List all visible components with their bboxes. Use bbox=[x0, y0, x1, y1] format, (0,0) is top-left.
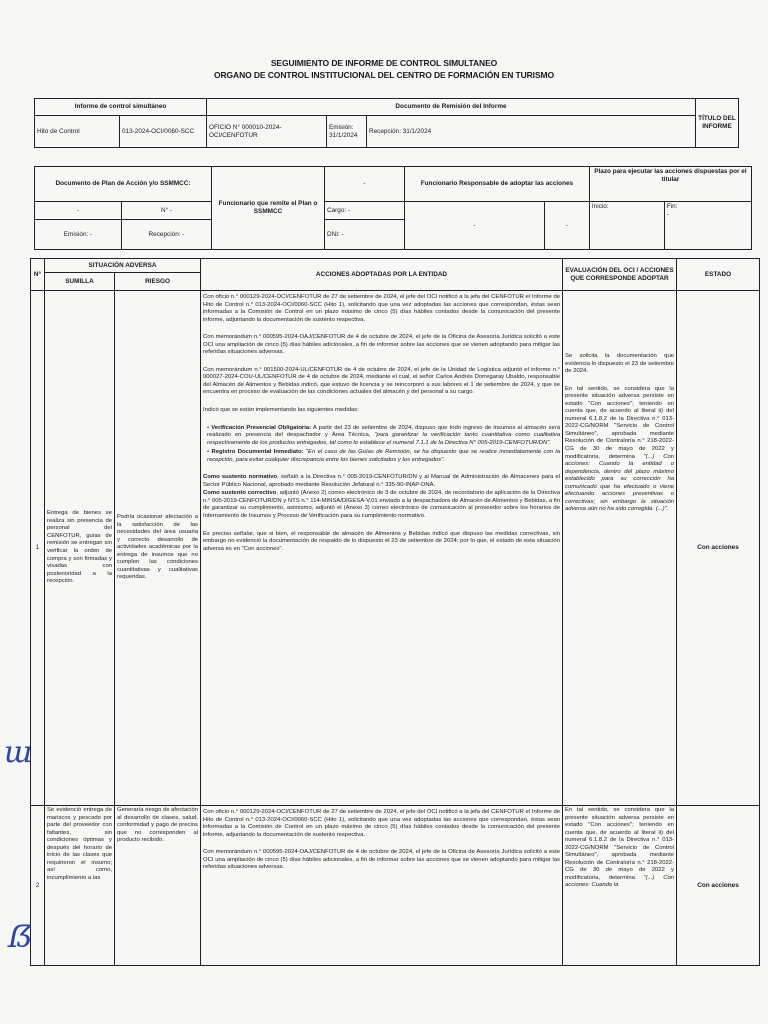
table-row bbox=[31, 806, 760, 966]
doc-plan-label: Documento de Plan de Acción y/o SSMMCC: bbox=[35, 167, 212, 202]
hito-value: 013-2024-OCI/0060-SCC bbox=[120, 116, 207, 148]
fin-cell bbox=[664, 202, 751, 250]
emision-value: Emisión: 31/1/2024 bbox=[327, 116, 367, 148]
hito-label: Hito de Control bbox=[35, 116, 120, 148]
riesgo-text: Podría ocasionar afectación a la satisfacción de las necesidades del área usuaria y correcto desarrollo de actividades académicas por la entrega de insumos que no cumplen las condiciones cuantitativas y cualitativas requeridas. bbox=[115, 291, 201, 806]
bullet1-quote: "para garantizar la verificación tanto cuantitativa como cualitativa respectivamente de los productos entregados, tal como lo establece el numeral 7.1.1 de la Directiva N° 005-2019-CENFOTUR/DN". bbox=[207, 432, 560, 446]
signature-mark-1: ɯ bbox=[4, 735, 33, 770]
bullet2-quote: "En el caso de las Guías de Remisión, se ha dispuesto que se realice inmediatamente con la recepción, para evitar cualquier discrepancia entre los bienes solicitados y los entregados". bbox=[207, 449, 561, 463]
row-number: 1 bbox=[31, 291, 45, 806]
recepcion-value: Recepción: 31/1/2024 bbox=[367, 116, 696, 148]
funcionario-remite-label: Funcionario que remite el Plan o SSMMCC bbox=[212, 167, 325, 250]
sustento-correctivo-text: , adjuntó (Anexo 2) correo electrónico de 3 de octubre de 2024, de recordatorio de aplicación de la Directiva n.° 005-2019-CENFOTUR/DN y NTS n.° 114-MINSA/DIGESA-V.01 enviado a la despachadora de Almacén de Alimentos y Bebidas, a fin de garantizar su cumplimiento, asimismo, adjuntó el (Anexo 3) correo electrónico de comunicación al proveedor sobre los horarios de Internamiento de Insumos y Proceso de Verificación para su cumplimiento normativo. bbox=[203, 490, 560, 520]
informe-header: Informe de control simultáneo bbox=[35, 99, 207, 116]
estado-value: Con acciones bbox=[677, 291, 760, 806]
document-title-line2: ORGANO DE CONTROL INSTITUCIONAL DEL CENTRO DE FORMACIÓN EN TURISMO bbox=[213, 70, 555, 80]
acciones-p2: Con memorándum n.° 000595-2024-OAJ/CENFOTUR de 4 de octubre de 2024, el jefe de la Oficina de Asesoría Jurídica solicitó a este OCI una ampliación de cinco (5) días hábiles adicionales, a fin de informar sobre las acciones que se vienen adoptando para mitigar las referidas situaciones adversas. bbox=[203, 849, 560, 871]
acciones-text bbox=[201, 806, 563, 966]
table-row bbox=[31, 291, 760, 806]
fin-label: Fin: bbox=[666, 203, 678, 210]
dni-value: DNI: - bbox=[325, 220, 405, 250]
situacion-header: SITUACIÓN ADVERSA bbox=[45, 259, 201, 273]
doc-plan-number: N° - bbox=[122, 202, 212, 220]
document-title-line1: SEGUIMIENTO DE INFORME DE CONTROL SIMULTANEO bbox=[270, 58, 498, 68]
sustento-normativo-label: Como sustento normativo bbox=[203, 474, 278, 481]
cargo-value: Cargo: - bbox=[325, 202, 405, 220]
bullet-verificacion: • Verificación Presencial Obligatoria: A partir del 23 de setiembre de 2024, dispuso que todo ingreso de insumos al almacén será realizado en presencia del despachador y Área Técnica, "para garantizar la verificación tanto cuantitativa como cualitativa respectivamente de los productos entregados, tal como lo establece el numeral 7.1.1 de la Directiva N° 005-2019-CENFOTUR/DN". bbox=[207, 424, 561, 446]
evaluacion-p2-text: En tal sentido, se considera que la presente situación adversa persiste en estado "Con acciones"; teniendo en cuenta que, de acuerdo al literal ii) del numeral 6.1.8.2 de la Directiva n.° 013-2022-CG/NORM "Servicio de Control Simultáneo", aprobada mediante Resolución de Contraloría n.° 218-2022-CG de 30 de mayo de 2022 y modificatoria, determina bbox=[565, 385, 674, 460]
seguimiento-table bbox=[30, 258, 760, 966]
oficio-value: OFICIO N° 000010-2024-OCI/CENFOTUR bbox=[207, 116, 327, 148]
riesgo-text: Generaría riesgo de afectación al desarrollo de clases, salud, conformidad y pago de precios que no corresponden al producto recibido. bbox=[115, 806, 201, 966]
sumilla-text: Se evidenció entrega de mariscos y pescado por parte del proveedor con faltantes, sin condiciones óptimas y después del horario de inicio de las clases que requirieron el insumo; así como, incumplimiento a las bbox=[45, 806, 115, 966]
sustento-correctivo-label: Como sustento correctivo bbox=[203, 490, 277, 497]
funcionario-responsable-label: Funcionario Responsable de adoptar las acciones bbox=[405, 167, 590, 202]
n-header: N° bbox=[31, 259, 45, 291]
plazo-label: Plazo para ejecutar las acciones dispuestas por el titular bbox=[589, 167, 751, 202]
sumilla-text: Entrega de bienes se realiza sin presencia de personal del CENFOTUR, guías de remisión se entregan sin verificar la orden de compra y son firmadas y visadas con posterioridad a la recepción. bbox=[45, 291, 115, 806]
evaluacion-p2-text: En tal sentido, se considera que la presente situación adversa persiste en estado "Con acciones"; teniendo en cuenta que, de acuerdo al literal ii) del numeral 6.1.8.2 de la Directiva n.° 013-2022-CG/NORM "Servicio de Control Simultáneo", aprobada mediante Resolución de Contraloría n.° 218-2022-CG de 30 de mayo de 2022 y modificatoria, determina bbox=[565, 807, 674, 881]
acciones-p7: Es preciso señalar, que si bien, el responsable de almacén de Alimentos y Bebidas indicó que dispuso las medidas correctivas, sin embargo no evidenció la documentación de respaldo de lo dispuesto el 23 de setiembre de 2024; por lo que, el estado de esta situación adversa es en "Con acciones". bbox=[203, 530, 560, 552]
informe-table bbox=[34, 98, 739, 148]
bullet-registro: • Registro Documental Inmediato: "En el caso de las Guías de Remisión, se ha dispuesto que se realice inmediatamente con la recepción, para evitar cualquier discrepancia entre los bienes solicitados y los entregados". bbox=[207, 449, 561, 463]
evaluacion-p1: Se solicita la documentación que evidencia lo dispuesto el 23 de setiembre de 2024. bbox=[565, 353, 674, 375]
riesgo-header: RIESGO bbox=[115, 273, 201, 291]
acciones-p5 bbox=[203, 474, 560, 489]
inicio-label: Inicio: bbox=[589, 202, 664, 250]
acciones-p6 bbox=[203, 490, 560, 520]
fin-value: - bbox=[666, 211, 669, 218]
sustento-normativo-text: , señaló a la Directiva n.° 005-2019-CENFOTUR/DN y al Manual de Administración de Almacenes para el Sector Público Nacional, aprobado mediante Resolución Jefatural n.° 335-90-INAP-DNA. bbox=[203, 474, 560, 488]
estado-header: ESTADO bbox=[677, 259, 760, 291]
remite-value: - bbox=[325, 167, 405, 202]
row-number: 2 bbox=[31, 806, 45, 966]
responsable-value: - bbox=[544, 202, 589, 250]
acciones-p2: Con memorándum n.° 000595-2024-OAJ/CENFOTUR de 4 de octubre de 2024, el jefe de la Oficina de Asesoría Jurídica solicitó a este OCI una ampliación de cinco (5) días hábiles adicionales, a fin de informar sobre las acciones que se vienen adoptando para mitigar las referidas situaciones adversas. bbox=[203, 334, 560, 356]
recepcion-plan: Recepción: - bbox=[122, 220, 212, 250]
acciones-p1: Con oficio n.° 000129-2024-OCI/CENFOTUR de 27 de setiembre de 2024, el jefe del OCI notificó a la jefa del CENFOTUR el Informe de Hito de Control n.° 013-2024-OCI/0060-SCC (Hito 1), solicitando que una vez adoptadas las acciones que correspondan, éstas sean informadas a la Comisión de Control en un plazo máximo de cinco (5) días hábiles contados desde la comunicación del presente informe, adjuntando la documentación de sustento respectiva. bbox=[203, 294, 560, 323]
evaluacion-text bbox=[563, 291, 677, 806]
acciones-p1: Con oficio n.° 000129-2024-OCI/CENFOTUR de 27 de setiembre de 2024, el jefe del OCI notificó a la jefa del CENFOTUR el Informe de Hito de Control n.° 013-2024-OCI/0060-SCC (Hito 1), solicitando que una vez adoptadas las acciones que correspondan, éstas sean informadas a la Comisión de Control en un plazo máximo de cinco (5) días hábiles contados desde la comunicación del presente informe, adjuntando la documentación de sustento respectiva. bbox=[203, 809, 560, 838]
estado-value: Con acciones bbox=[677, 806, 760, 966]
evaluacion-p2 bbox=[565, 386, 674, 514]
doc-plan-value: - bbox=[35, 202, 122, 220]
documento-remision-header: Documento de Remisión del Informe bbox=[207, 99, 696, 116]
acciones-p3: Con memorándum n.° 001500-2024-UL/CENFOTUR de 4 de octubre de 2024, el jefe de la Unidad de Logística adjuntó el informe n.° 000027-2024-COU-UL/CENFOTUR de 4 de octubre de 2024, mediante el cual, el señor Carlos Andrés Dorregaray Ubaldo, responsable del Almacén de Alimentos y Bebidas indicó, que estuvo de licencia y se reincorporó a sus labores el 1 de setiembre de 2024, y que se encuentra en proceso de evaluación de las condiciones actuales del almacén y del personal a su cargo. bbox=[203, 366, 560, 396]
emision-plan: Emisión: - bbox=[35, 220, 122, 250]
responsable-name: - bbox=[405, 202, 545, 250]
acciones-header: ACCIONES ADOPTADAS POR LA ENTIDAD bbox=[201, 259, 563, 291]
acciones-p4: Indicó que se están implementando las siguientes medidas: bbox=[203, 407, 359, 414]
plan-accion-table bbox=[34, 166, 752, 250]
bullet2-title: Registro Documental Inmediato: bbox=[211, 449, 304, 456]
evaluacion-text bbox=[563, 806, 677, 966]
signature-mark-2: ẞ bbox=[8, 920, 33, 955]
titulo-informe-header: TÍTULO DEL INFORME bbox=[696, 99, 739, 148]
evaluacion-p2-quote: "(...) Con acciones: Cuando la bbox=[565, 874, 675, 889]
bullet1-text: A partir del 23 de setiembre de 2024, dispuso que todo ingreso de insumos al almacén será realizado en presencia del despachador y Área Técnica, bbox=[207, 424, 561, 439]
evaluacion-header: EVALUACIÓN DEL OCI / ACCIONES QUE CORRESPONDE ADOPTAR bbox=[563, 259, 677, 291]
sumilla-header: SUMILLA bbox=[45, 273, 115, 291]
evaluacion-p2-quote: "(...) Con acciones: Cuando la entidad o dependencia, dentro del plazo máximo establecido para su corrección ha comunicado que ha efectuado o viene efectuando acciones preventivas o correctivas; sin embargo la situación adversa aún no ha sido corregida. (...)". bbox=[565, 453, 675, 513]
bullet1-title: Verificación Presencial Obligatoria: bbox=[211, 424, 312, 431]
acciones-text bbox=[201, 291, 563, 806]
